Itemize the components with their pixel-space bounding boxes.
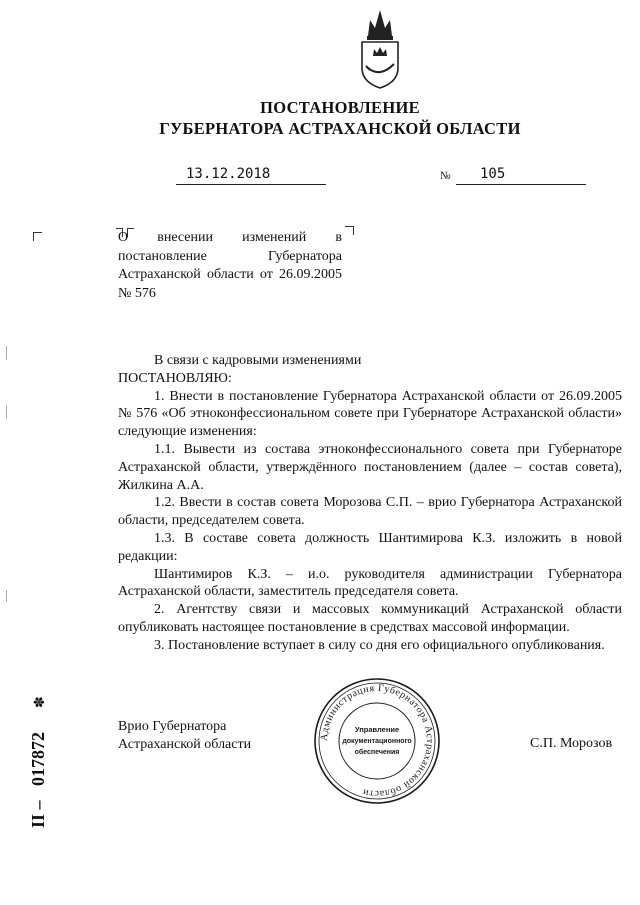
document-subject: О внесении изменений в постановление Губернатора Астраханской области от 26.09.2005 № 576 [118, 230, 342, 301]
registration-number [24, 680, 54, 830]
paragraph-1: 1. Внести в постановление Губернатора Астраханской области от 26.09.2005 № 576 «Об этноконфессиональном совете при Губернаторе Астраханской области» следующие изменения: [118, 388, 622, 440]
signatory-position-line1: Врио Губернатора [118, 719, 227, 734]
svg-text:Управление: Управление [354, 725, 400, 734]
paragraph-3: 3. Постановление вступает в силу со дня его официального опубликования. [154, 637, 605, 653]
document-date: 13.12.2018 [186, 166, 271, 182]
coat-of-arms-icon [354, 6, 406, 90]
svg-text:017872: 017872 [28, 732, 48, 786]
paragraph-2: 2. Агентству связи и массовых коммуникаций Астраханской области опубликовать настоящее постановление в средствах массовой информации. [118, 602, 622, 635]
paragraph-1-1: 1.1. Вывести из состава этноконфессионального совета при Губернаторе Астраханской области, утверждённого постановлением (далее – состав совета), Жилкина А.А. [118, 441, 622, 493]
document-title: ПОСТАНОВЛЕНИЕ [260, 98, 420, 117]
decree-word: ПОСТАНОВЛЯЮ: [118, 370, 232, 386]
paragraph-1-3-text: Шантимиров К.З. – и.о. руководителя администрации Губернатора Астраханской области, заместитель председателя совета. [118, 566, 622, 600]
paragraph-1-3: 1.3. В составе совета должность Шантимирова К.З. изложить в новой редакции: [118, 530, 622, 564]
svg-text:обеспечения: обеспечения [354, 749, 400, 756]
subject-bracket-right [345, 226, 354, 235]
document-body [118, 352, 622, 655]
document-number: 105 [480, 166, 506, 182]
paragraph-1-2: 1.2. Ввести в состав совета Морозова С.П. – врио Губернатора Астраханской области, председателем совета. [118, 495, 622, 529]
number-sign: № [440, 170, 451, 182]
svg-text:II –: II – [28, 800, 48, 828]
margin-mark [6, 590, 7, 602]
signatory-name: С.П. Морозов [530, 736, 613, 751]
svg-text:Администрация Губернатора Астр: Администрация Губернатора Астраханской области [318, 682, 436, 800]
intro-line: В связи с кадровыми изменениями [154, 353, 362, 368]
signatory-position-line2: Астраханской области [118, 737, 252, 752]
date-underline [176, 184, 326, 185]
svg-text:✽: ✽ [32, 696, 48, 708]
official-stamp [312, 676, 442, 806]
margin-mark [6, 346, 7, 360]
signatory-position [118, 718, 251, 754]
margin-mark [6, 405, 7, 419]
number-underline [456, 184, 586, 185]
svg-text:документационного: документационного [342, 738, 412, 745]
margin-corner-mark [33, 232, 42, 241]
document-issuer: ГУБЕРНАТОРА АСТРАХАНСКОЙ ОБЛАСТИ [159, 119, 521, 138]
